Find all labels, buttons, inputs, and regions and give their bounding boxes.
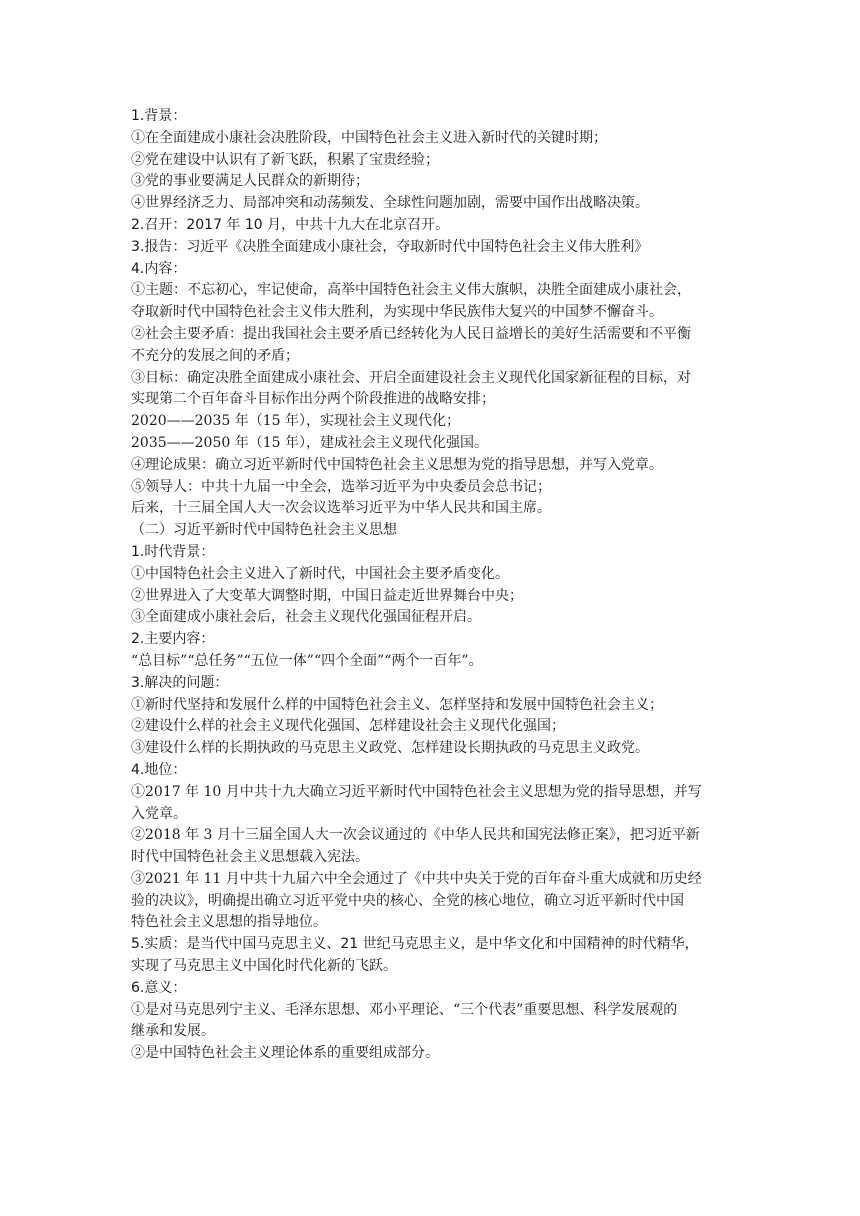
document-body [131,106,731,1065]
text-line: ②社会主要矛盾：提出我国社会主要矛盾已经转化为人民日益增长的美好生活需要和不平衡 [131,325,691,342]
text-line: ③建设什么样的长期执政的马克思主义政党、怎样建设长期执政的马克思主义政党。 [131,740,649,757]
text-line: ②建设什么样的社会主义现代化强国、怎样建设社会主义现代化强国； [131,718,565,735]
text-line: ①新时代坚持和发展什么样的中国特色社会主义、怎样坚持和发展中国特色社会主义； [131,696,663,713]
text-line: 2020——2035 年（15 年），实现社会主义现代化； [131,413,460,430]
text-line: （二）习近平新时代中国特色社会主义思想 [131,522,397,539]
text-line: ③2021 年 11 月中共十九届六中全会通过了《中共中央关于党的百年奋斗重大成就和历史经 [131,870,702,887]
text-line: 3.解决的问题： [131,674,229,691]
text-line: ④理论成果：确立习近平新时代中国特色社会主义思想为党的指导思想，并写入党章。 [131,456,663,473]
text-line: 2035——2050 年（15 年），建成社会主义现代化强国。 [131,434,488,451]
text-line: 实现第二个百年奋斗目标作出分两个阶段推进的战略安排； [131,391,495,408]
text-line: 2.主要内容： [131,631,215,648]
text-line: ②党在建设中认识有了新飞跃，积累了宝贵经验； [131,151,439,168]
text-line: 1.背景： [131,108,187,124]
text-line: 特色社会主义思想的指导地位。 [131,914,327,931]
text-line: ④世界经济乏力、局部冲突和动荡频发、全球性问题加剧，需要中国作出战略决策。 [131,195,649,212]
text-line: 5.实质：是当代中国马克思主义、21 世纪马克思主义，是中华文化和中国精神的时代精华， [131,936,699,953]
text-line: 入党章。 [131,805,187,822]
text-line: 1.时代背景： [131,543,215,560]
text-line: ①主题：不忘初心，牢记使命，高举中国特色社会主义伟大旗帜，决胜全面建成小康社会， [131,282,691,299]
text-line: ①2017 年 10 月中共十九大确立习近平新时代中国特色社会主义思想为党的指导思想，并写 [131,783,702,800]
text-line: ①是对马克思列宁主义、毛泽东思想、邓小平理论、“三个代表”重要思想、科学发展观的 [131,1001,678,1018]
text-line: 3.报告：习近平《决胜全面建成小康社会，夺取新时代中国特色社会主义伟大胜利》 [131,238,649,255]
text-line: ②是中国特色社会主义理论体系的重要组成部分。 [131,1045,439,1062]
text-line: 4.内容： [131,260,187,277]
text-line: ①中国特色社会主义进入了新时代，中国社会主要矛盾变化。 [131,565,509,582]
text-line: ②世界进入了大变革大调整时期，中国日益走近世界舞台中央； [131,587,523,604]
text-line: ①在全面建成小康社会决胜阶段，中国特色社会主义进入新时代的关键时期； [131,129,607,146]
text-line: 夺取新时代中国特色社会主义伟大胜利，为实现中华民族伟大复兴的中国梦不懈奋斗。 [131,304,663,321]
text-line: 4.地位： [131,761,187,778]
text-line: ③党的事业要满足人民群众的新期待； [131,173,369,190]
text-line: ⑤领导人：中共十九届一中全会，选举习近平为中央委员会总书记； [131,478,551,495]
text-line: ②2018 年 3 月十三届全国人大一次会议通过的《中华人民共和国宪法修正案》，把习近平新 [131,827,700,844]
text-line: 不充分的发展之间的矛盾； [131,347,299,364]
text-line: “总目标”“总任务”“五位一体”“四个全面”“两个一百年”。 [131,652,483,669]
text-line: 2.召开：2017 年 10 月，中共十九大在北京召开。 [131,216,450,233]
text-line: ③目标：确定决胜全面建成小康社会、开启全面建设社会主义现代化国家新征程的目标，对 [131,369,691,386]
text-line: 继承和发展。 [131,1023,215,1040]
text-line: 实现了马克思主义中国化时代化新的飞跃。 [131,958,397,975]
text-line: ③全面建成小康社会后，社会主义现代化强国征程开启。 [131,609,481,626]
text-line: 6.意义： [131,979,187,996]
text-line: 验的决议》，明确提出确立习近平党中央的核心、全党的核心地位，确立习近平新时代中国 [131,892,684,909]
text-line: 后来，十三届全国人大一次会议选举习近平为中华人民共和国主席。 [131,500,551,517]
text-line: 时代中国特色社会主义思想载入宪法。 [131,849,369,866]
